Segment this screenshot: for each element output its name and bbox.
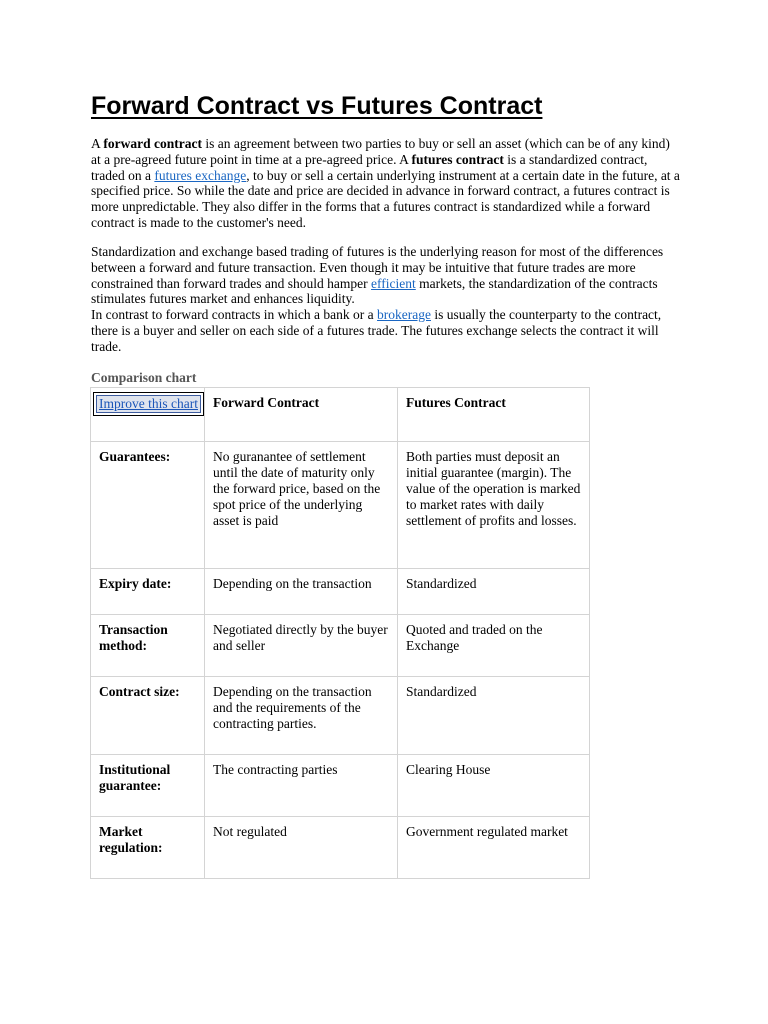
text-run: is usually the counterparty to the contract, there is a buyer and seller on each side of a futures trade. The futures exchange selects the contract it will trade. bbox=[91, 307, 662, 354]
improve-chart-link[interactable]: Improve this chart bbox=[96, 395, 201, 413]
header-forward-contract: Forward Contract bbox=[205, 388, 398, 442]
comparison-chart-label: Comparison chart bbox=[91, 370, 197, 385]
bold-term-futures-contract: futures contract bbox=[411, 151, 504, 167]
comparison-table bbox=[90, 387, 590, 879]
table-row bbox=[91, 569, 590, 615]
cell-futures: Both parties must deposit an initial guarantee (margin). The value of the operation is marked to market rates with daily settlement of profits and losses. bbox=[398, 442, 590, 569]
cell-futures: Clearing House bbox=[398, 755, 590, 817]
bold-term-forward-contract: forward contract bbox=[103, 136, 202, 151]
text-run: Standardization and exchange based trading of futures is the underlying reason for most of the differences between a forward and future transaction. Even though it may be intuitive that future trades are more constrained than forward trades and should hamper bbox=[91, 244, 664, 291]
table-header-row bbox=[91, 388, 590, 442]
cell-futures: Standardized bbox=[398, 569, 590, 615]
row-label-market-regulation: Market regulation: bbox=[91, 817, 205, 879]
brokerage-link[interactable]: brokerage bbox=[377, 307, 431, 322]
text-run: , to buy or sell a certain underlying instrument at a certain date in the future, at a specified price. So while the date and price are decided in advance in forward contract, a futures contract is more unpredictable. They also differ in the forms that a futures contract is standardized while a forward contract is made to the customer's need. bbox=[91, 167, 680, 230]
text-run: is a standardized contract, traded on a bbox=[91, 151, 648, 183]
table-row bbox=[91, 817, 590, 879]
cell-forward: Negotiated directly by the buyer and seller bbox=[205, 615, 398, 677]
cell-forward: The contracting parties bbox=[205, 755, 398, 817]
cell-forward: Depending on the transaction and the requirements of the contracting parties. bbox=[205, 677, 398, 755]
improve-chart-button[interactable] bbox=[93, 392, 204, 416]
row-label-institutional-guarantee: Institutional guarantee: bbox=[91, 755, 205, 817]
cell-forward: No guranantee of settlement until the date of maturity only the forward price, based on the spot price of the underlying asset is paid bbox=[205, 442, 398, 569]
row-label-contract-size: Contract size: bbox=[91, 677, 205, 755]
table-row bbox=[91, 677, 590, 755]
row-label-transaction-method: Transaction method: bbox=[91, 615, 205, 677]
row-label-guarantees: Guarantees: bbox=[91, 442, 205, 569]
efficient-link[interactable]: efficient bbox=[371, 275, 416, 291]
cell-futures: Government regulated market bbox=[398, 817, 590, 879]
text-run: markets, the standardization of the contracts stimulates futures market and enhances liquidity. bbox=[91, 275, 658, 307]
cell-forward: Not regulated bbox=[205, 817, 398, 879]
table-row bbox=[91, 442, 590, 569]
cell-forward: Depending on the transaction bbox=[205, 569, 398, 615]
text-run: In contrast to forward contracts in which a bank or a bbox=[91, 307, 378, 322]
improve-chart-cell bbox=[91, 388, 205, 442]
header-futures-contract: Futures Contract bbox=[398, 388, 590, 442]
page-title: Forward Contract vs Futures Contract bbox=[91, 92, 543, 120]
cell-futures: Standardized bbox=[398, 677, 590, 755]
table-row bbox=[91, 615, 590, 677]
row-label-expiry-date: Expiry date: bbox=[91, 569, 205, 615]
intro-paragraph bbox=[91, 136, 681, 231]
text-run: is an agreement between two parties to buy or sell an asset (which can be of any kind) at a pre-agreed future point in time at a pre-agreed price. A bbox=[91, 136, 670, 167]
standardization-paragraph bbox=[91, 244, 681, 307]
table-row bbox=[91, 755, 590, 817]
futures-exchange-link[interactable]: futures exchange bbox=[154, 167, 247, 183]
cell-futures: Quoted and traded on the Exchange bbox=[398, 615, 590, 677]
counterparty-paragraph bbox=[91, 307, 681, 354]
text-run: A bbox=[91, 136, 104, 151]
